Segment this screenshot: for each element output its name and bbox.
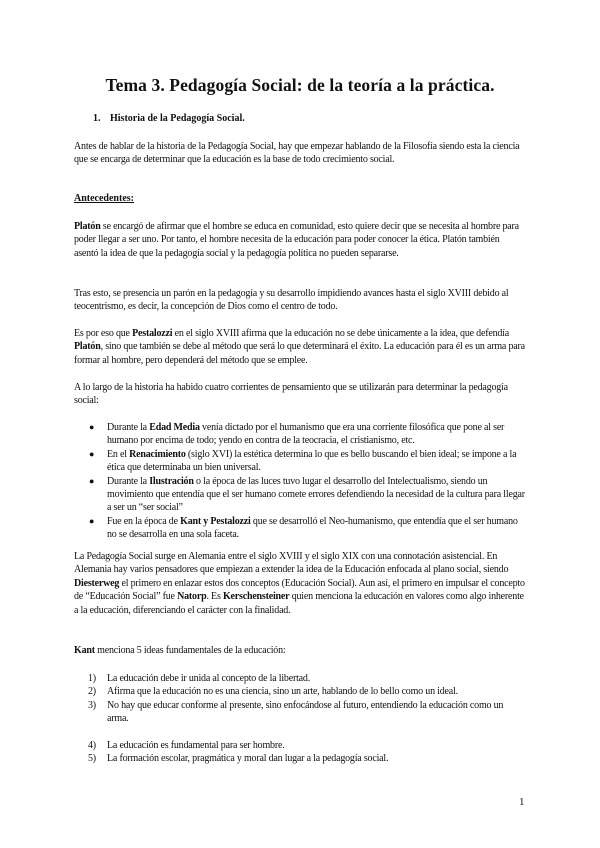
bullet-bold: Kant y Pestalozzi <box>180 515 251 527</box>
bullet-bold: Renacimiento <box>129 448 186 460</box>
antecedentes-heading: Antecedentes: <box>74 193 134 204</box>
kant-ideas-list <box>74 672 526 726</box>
list-text: La formación escolar, pragmática y moral dan lugar a la pedagogía social. <box>107 753 389 765</box>
list-item <box>74 475 526 515</box>
natorp-name: Natorp <box>177 591 207 603</box>
bullet-text: Fue en la época de <box>107 515 181 527</box>
list-text: Afirma que la educación no es una ciencia, sino un arte, hablando de lo bello como un ideal. <box>107 686 458 698</box>
kant-paragraph <box>74 644 526 657</box>
bullet-icon: ● <box>89 475 95 486</box>
kant-name: Kant <box>74 645 95 656</box>
kant-ideas-list-continued <box>74 739 526 766</box>
platon-text: se encargó de afirmar que el hombre se educa en comunidad, esto quiere decir que se necesita al hombre para poder llegar a ser uno. Por tanto, el hombre necesita de la educación para poder conocer la ética. Platón también asentó la idea de que la pedagogía social y la pedagogía política no pueden separarse. <box>74 221 519 259</box>
pestalozzi-text-2: en el siglo XVIII afirma que la educación no se debe únicamente a la idea, que defendía <box>172 328 509 339</box>
alemania-text-4: quien menciona la educación en valores como algo inherente a la educación, diferenciando el carácter con la finalidad. <box>74 591 524 616</box>
diesterweg-name: Diesterweg <box>74 577 120 589</box>
paron-paragraph: Tras esto, se presencia un parón en la pedagogía y su desarrollo impidiendo avances hasta el siglo XVIII debido al teocentrismo, es decir, la concepción de Dios como el centro de todo. <box>74 288 509 313</box>
list-number: 3) <box>88 699 96 711</box>
list-number: 2) <box>88 686 96 698</box>
section-heading <box>93 113 245 124</box>
kerschensteiner-name: Kerschensteiner <box>222 591 290 603</box>
bullet-icon: ● <box>89 448 95 459</box>
list-text: La educación es fundamental para ser hombre. <box>107 740 285 751</box>
bullet-icon: ● <box>89 422 95 432</box>
bullet-text: que se desarrolló el Neo-humanismo, que entendía que el ser humano no se desarrolla en una sola faceta. <box>107 515 518 541</box>
list-item <box>74 739 526 752</box>
alemania-text-1: La Pedagogía Social surge en Alemania entre el siglo XVIII y el siglo XIX con una connotación asistencial. En Alemania hay varios pensadores que empiezan a extender la idea de la Educación enfocada al plano social, siendo <box>74 551 509 576</box>
pestalozzi-text-1: Es por eso que <box>74 328 133 339</box>
list-number: 4) <box>88 740 96 751</box>
document-title: Tema 3. Pedagogía Social: de la teoría a la práctica. <box>105 75 495 95</box>
bullet-text: Durante la <box>107 422 150 433</box>
kant-text: menciona 5 ideas fundamentales de la educación: <box>94 645 286 656</box>
alemania-paragraph <box>74 550 526 617</box>
bullet-icon: ● <box>89 515 95 526</box>
bullet-text: venía dictado por el humanismo que era una corriente filosófica que pone al ser humano por encima de todo; yendo en contra de la teocracia, el cristianismo, etc. <box>107 422 505 447</box>
bullet-text: (siglo XVI) la estética determina lo que es bello buscando el bien ideal; se impone a la ética que determinaba un bien universal. <box>107 448 517 474</box>
bullet-text: En el <box>107 448 130 460</box>
platon-paragraph <box>74 220 526 260</box>
bullet-bold: Edad Media <box>149 422 200 433</box>
corrientes-intro: A lo largo de la historia ha habido cuatro corrientes de pensamiento que se utilizarán para determinar la pedagogía social: <box>74 382 508 407</box>
corrientes-list <box>74 421 526 542</box>
bullet-text: o la época de las luces tuvo lugar el desarrollo del Intelectualismo, siendo un movimiento que entendía que el ser humano comete errores defendiendo la necesidad de la cultura para llegar a ser un “ser social” <box>107 475 525 514</box>
section-number: 1. <box>93 113 101 124</box>
list-text: No hay que educar conforme al presente, sino enfocándose al futuro, entendiendo la educación como un arma. <box>107 699 504 725</box>
bullet-text: Durante la <box>107 475 150 487</box>
list-item <box>74 421 526 448</box>
list-number: 1) <box>88 673 96 684</box>
list-item <box>74 752 526 765</box>
list-item <box>74 672 526 685</box>
pestalozzi-name: Pestalozzi <box>132 328 173 339</box>
alemania-text-3: . Es <box>206 591 223 603</box>
list-text: La educación debe ir unida al concepto de la libertad. <box>107 673 310 684</box>
alemania-text-2: el primero en enlazar estos dos conceptos (Educación Social). Aun así, el primero en impulsar el concepto de “Educación Social” fue <box>74 577 525 603</box>
section-title: Historia de la Pedagogía Social. <box>110 113 245 124</box>
platon-name: Platón <box>74 221 101 232</box>
list-item <box>74 699 526 726</box>
pestalozzi-paragraph <box>74 327 526 367</box>
pestalozzi-text-3: , sino que también se debe al método que será lo que determinará el éxito. La educación para él es un arma para formar al hombre, pero dependerá del método que se emplee. <box>74 341 525 366</box>
intro-paragraph: Antes de hablar de la historia de la Pedagogía Social, hay que empezar hablando de la Filosofía siendo esta la ciencia que se encarga de determinar que la educación es la base de todo crecimiento social. <box>74 141 520 166</box>
list-item <box>74 685 526 698</box>
page-number: 1 <box>519 796 525 808</box>
list-item <box>74 515 526 542</box>
list-number: 5) <box>88 753 96 765</box>
list-item <box>74 448 526 475</box>
bullet-bold: Ilustración <box>149 475 194 487</box>
pestalozzi-platon-name: Platón <box>74 341 101 353</box>
